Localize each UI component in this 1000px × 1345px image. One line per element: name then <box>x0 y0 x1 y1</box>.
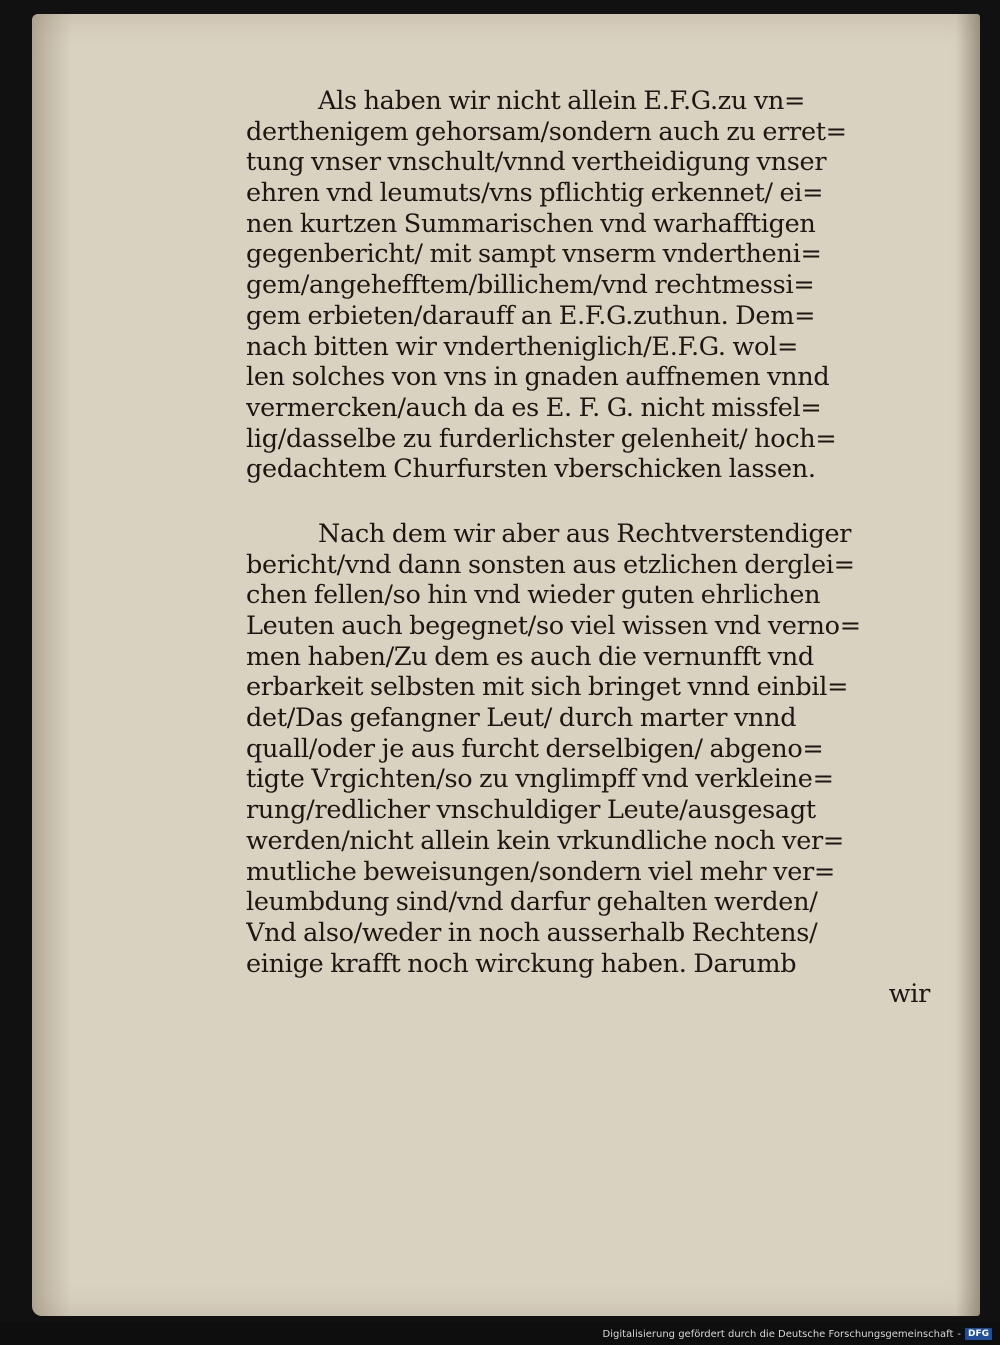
catchword: wir <box>888 979 930 1010</box>
text-line: men haben/Zu dem es auch die vernunfft vnd <box>246 641 814 672</box>
page-text <box>246 86 936 1010</box>
text-line: gedachtem Churfursten vberschicken lassen. <box>246 454 816 485</box>
book-page <box>32 14 980 1316</box>
digitization-credit <box>603 1326 992 1342</box>
text-line: nen kurtzen Summarischen vnd warhafftigen <box>246 208 816 239</box>
text-line: tung vnser vnschult/vnnd vertheidigung vnser <box>246 147 827 178</box>
text-line: rung/redlicher vnschuldiger Leute/ausgesagt <box>246 795 816 826</box>
text-line: einige krafft noch wirckung haben. Darumb <box>246 948 797 979</box>
text-line: gem erbieten/darauff an E.F.G.zuthun. Dem= <box>246 300 816 331</box>
credit-text: Digitalisierung gefördert durch die Deutsche Forschungsgemeinschaft <box>602 1328 954 1340</box>
text-line: nach bitten wir vndertheniglich/E.F.G. wol= <box>246 331 799 362</box>
text-line: quall/oder je aus furcht derselbigen/ abgeno= <box>246 733 824 764</box>
paragraph-gap <box>246 485 936 519</box>
text-line: leumbdung sind/vnd darfur gehalten werden/ <box>246 887 818 918</box>
credit-separator: - <box>957 1328 961 1340</box>
text-line: gegenbericht/ mit sampt vnserm vndertheni= <box>246 239 822 270</box>
dfg-logo-icon: DFG <box>965 1328 992 1340</box>
text-line: lig/dasselbe zu furderlichster gelenheit/ hoch= <box>246 423 837 454</box>
text-line: Als haben wir nicht allein E.F.G.zu vn= <box>318 86 806 116</box>
text-line: vermercken/auch da es E. F. G. nicht missfel= <box>246 392 822 423</box>
text-line: erbarkeit selbsten mit sich bringet vnnd einbil= <box>246 672 849 703</box>
text-line: Leuten auch begegnet/so viel wissen vnd verno= <box>246 611 861 641</box>
text-line: Vnd also/weder in noch ausserhalb Rechtens/ <box>246 917 818 948</box>
text-line: det/Das gefangner Leut/ durch marter vnnd <box>246 703 797 734</box>
text-line: len solches von vns in gnaden auffnemen vnnd <box>246 362 830 393</box>
text-line: tigte Vrgichten/so zu vnglimpff vnd verkleine= <box>246 764 834 795</box>
text-line: mutliche beweisungen/sondern viel mehr ver= <box>246 856 835 887</box>
text-line: werden/nicht allein kein vrkundliche noch ver= <box>246 825 844 856</box>
text-line: derthenigem gehorsam/sondern auch zu erret= <box>246 116 847 147</box>
text-line: chen fellen/so hin vnd wieder guten ehrlichen <box>246 580 821 611</box>
text-line: gem/angehefftem/billichem/vnd rechtmessi= <box>246 270 815 301</box>
text-line: Nach dem wir aber aus Rechtverstendiger <box>318 518 852 549</box>
text-line: bericht/vnd dann sonsten aus etzlichen derglei= <box>246 549 855 580</box>
text-line: ehren vnd leumuts/vns pflichtig erkennet/ ei= <box>246 178 824 209</box>
